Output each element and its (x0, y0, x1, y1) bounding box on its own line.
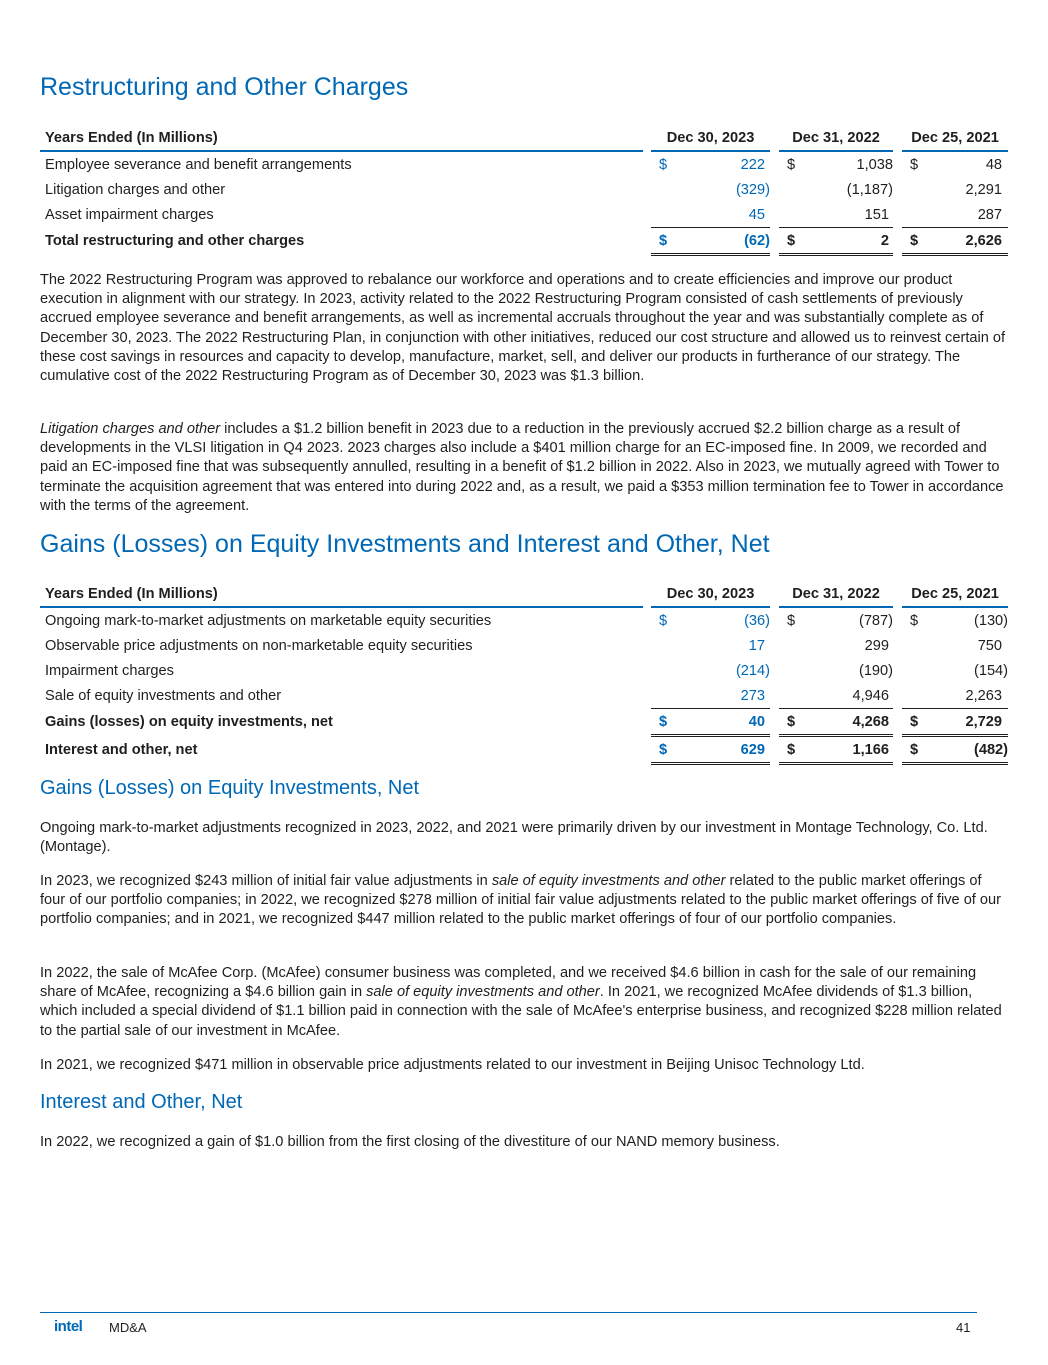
currency-symbol: $ (651, 736, 671, 764)
currency-symbol: $ (902, 228, 922, 255)
table-row (40, 633, 1008, 658)
currency-symbol: $ (779, 736, 799, 764)
footer-section-label: MD&A (109, 1320, 147, 1335)
restructuring-paragraph: The 2022 Restructuring Program was approved to rebalance our workforce and operations and to create efficiencies and improve our product execution in alignment with our strategy. In 2023, activity related to the 2022 Restructuring Program consisted of cash settlements of previously accrued employee severance and benefit arrangements, as well as incremental accruals throughout the year and was substantially complete as of December 30, 2023. The 2022 Restructuring Plan, in conjunction with other initiatives, reduced our cost structure and allowed us to reinvest certain of these cost savings in resources and capacity to develop, manufacture, market, sell, and deliver our products in furtherance of our strategy. The cumulative cost of the 2022 Restructuring Program as of December 30, 2023 was $1.3 billion. (40, 272, 1006, 385)
row-label: Gains (losses) on equity investments, net (45, 714, 333, 730)
currency-symbol: $ (787, 156, 796, 173)
value-2022: 151 (799, 202, 893, 228)
table-header-row (40, 581, 1008, 607)
intel-logo: intel (54, 1318, 83, 1335)
value-2022: 1,166 (799, 736, 893, 764)
value-2022: 4,268 (799, 709, 893, 736)
currency-symbol: $ (902, 709, 922, 736)
section-title-restructuring: Restructuring and Other Charges (40, 73, 409, 101)
column-header: Years Ended (In Millions) (40, 581, 643, 607)
value-2021: 287 (922, 202, 1008, 228)
value-2021: (482) (922, 736, 1008, 764)
value-2023: 629 (671, 736, 770, 764)
column-header: Dec 31, 2022 (779, 581, 893, 607)
equity-investments-table (40, 581, 1008, 765)
row-label: Asset impairment charges (45, 206, 214, 223)
table-row (40, 151, 1008, 177)
row-label: Litigation charges and other (45, 181, 226, 198)
value-2021: 2,626 (922, 228, 1008, 255)
value-2021: 750 (977, 637, 1003, 654)
value-2023: 17 (748, 637, 766, 654)
currency-symbol: $ (651, 228, 671, 255)
value-2023: 273 (671, 683, 770, 709)
value-2022: (787) (858, 612, 894, 629)
currency-symbol: $ (779, 228, 799, 255)
row-label: Sale of equity investments and other (45, 687, 282, 704)
table-row-total (40, 228, 1008, 255)
montage-paragraph: Ongoing mark-to-market adjustments recognized in 2023, 2022, and 2021 were primarily driven by our investment in Montage Technology, Co. Ltd. (Montage). (40, 820, 988, 856)
section-title-gains-losses: Gains (Losses) on Equity Investments and Interest and Other, Net (40, 530, 770, 558)
column-header: Dec 25, 2021 (902, 125, 1008, 151)
currency-symbol: $ (659, 156, 668, 173)
column-header: Years Ended (In Millions) (40, 125, 643, 151)
table-row-total (40, 709, 1008, 736)
litigation-paragraph: Litigation charges and other includes a $1.2 billion benefit in 2023 due to a reduction in the previously accrued $2.2 billion charge as a result of developments in the VLSI litigation in Q4 2023. 2023 charges also include a $401 million charge for an EC-imposed fine. In 2009, we recorded and paid an EC-imposed fine that was subsequently annulled, resulting in a benefit of $1.2 billion in 2022. Also in 2023, we mutually agreed with Tower to terminate the acquisition agreement that was entered into during 2022 and, as a result, we paid a $353 million termination fee to Tower in accordance with the terms of the agreement. (40, 421, 1004, 514)
value-2022: 299 (864, 637, 890, 654)
column-header: Dec 25, 2021 (902, 581, 1008, 607)
nand-paragraph: In 2022, we recognized a gain of $1.0 billion from the first closing of the divestiture of our NAND memory business. (40, 1134, 780, 1150)
row-label: Employee severance and benefit arrangements (45, 156, 352, 173)
column-header: Dec 30, 2023 (651, 581, 770, 607)
table-row (40, 683, 1008, 709)
italic-term: Litigation charges and other (40, 421, 221, 437)
italic-term: sale of equity investments and other (491, 873, 726, 889)
value-2023: (214) (735, 662, 771, 679)
row-label: Interest and other, net (45, 741, 198, 758)
value-2023: (36) (744, 612, 771, 629)
value-2023: 222 (740, 156, 766, 173)
mcafee-paragraph: In 2022, the sale of McAfee Corp. (McAfee) consumer business was completed, and we received $4.6 billion in cash for the sale of our remaining share of McAfee, recognizing a $4.6 billion gain in sale of equity investments and other. In 2021, we recognized McAfee dividends of $1.3 billion, which included a special dividend of $1.1 billion paid in connection with the sale of McAfee's enterprise business, and recognized $228 million related to the partial sale of our investment in McAfee. (40, 965, 1002, 1039)
table-row (40, 607, 1008, 633)
value-2022: 1,038 (856, 156, 894, 173)
value-2021: 2,291 (965, 181, 1003, 198)
value-2022: 4,946 (799, 683, 893, 709)
value-2023: 45 (671, 202, 770, 228)
value-2021: 48 (985, 156, 1003, 173)
row-label: Total restructuring and other charges (45, 233, 305, 249)
value-2023: (329) (735, 181, 771, 198)
value-2023: (62) (671, 228, 770, 255)
currency-symbol: $ (787, 612, 796, 629)
value-2022: 2 (799, 228, 893, 255)
table-row (40, 658, 1008, 683)
value-2021: 2,729 (922, 709, 1008, 736)
subsection-title-interest-other: Interest and Other, Net (40, 1091, 243, 1113)
row-label: Ongoing mark-to-market adjustments on marketable equity securities (45, 612, 492, 629)
value-2021: 2,263 (922, 683, 1008, 709)
column-header: Dec 31, 2022 (779, 125, 893, 151)
footer-divider (40, 1312, 977, 1313)
restructuring-table (40, 125, 1008, 256)
table-row (40, 202, 1008, 228)
table-header-row (40, 125, 1008, 151)
value-2022: (1,187) (846, 181, 894, 198)
subsection-title-equity-investments: Gains (Losses) on Equity Investments, Net (40, 777, 420, 799)
column-header: Dec 30, 2023 (651, 125, 770, 151)
currency-symbol: $ (902, 736, 922, 764)
page-number: 41 (956, 1320, 971, 1335)
value-2021: (154) (973, 662, 1009, 679)
italic-term: sale of equity investments and other (366, 984, 600, 1001)
value-2021: (130) (973, 612, 1009, 629)
table-row (40, 177, 1008, 202)
currency-symbol: $ (651, 709, 671, 736)
unisoc-paragraph: In 2021, we recognized $471 million in observable price adjustments related to our investment in Beijing Unisoc Technology Ltd. (40, 1057, 865, 1073)
value-2022: (190) (858, 662, 894, 679)
row-label: Impairment charges (45, 662, 174, 679)
fair-value-paragraph: In 2023, we recognized $243 million of initial fair value adjustments in sale of equity investments and other related to the public market offerings of four of our portfolio companies; in 2022, we recognized $278 million of initial fair value adjustments related to the public market offerings of five of our portfolio companies; and in 2021, we recognized $447 million related to the public market offerings of four of our portfolio companies. (40, 873, 1002, 928)
currency-symbol: $ (910, 156, 919, 173)
currency-symbol: $ (779, 709, 799, 736)
value-2023: 40 (671, 709, 770, 736)
currency-symbol: $ (910, 612, 919, 629)
currency-symbol: $ (659, 612, 668, 629)
row-label: Observable price adjustments on non-marketable equity securities (45, 637, 473, 654)
table-row-total (40, 736, 1008, 764)
